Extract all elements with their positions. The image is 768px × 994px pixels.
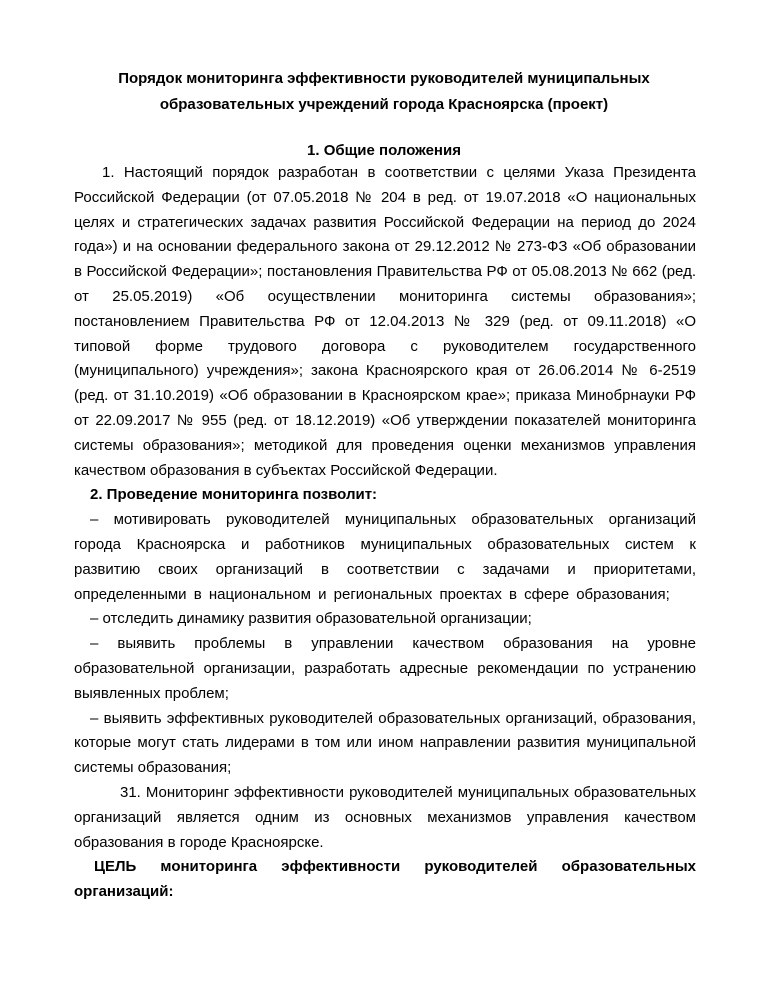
paragraph-1: 1. Настоящий порядок разработан в соответствии с целями Указа Президента Российской Федерации (от 07.05.2018 № 204 в ред. от 19.07.2018 «О национальных целях и стратегических задачах развития Российской Федерации на период до 2024 года») и на основании федерального закона от 29.12.2012 № 273-ФЗ «Об образовании в Российской Федерации»; постановления Правительства РФ от 05.08.2013 № 662 (ред. от 25.05.2019) «Об осуществлении мониторинга системы образования»; постановлением Правительства РФ от 12.04.2013 № 329 (ред. от 09.11.2018) «О типовой форме трудового договора с руководителем государственного (муниципального) учреждения»; закона Красноярского края от 26.06.2014 № 6-2519 (ред. от 31.10.2019) «Об образовании в Красноярском крае»; приказа Минобрнауки РФ от 22.09.2017 № 955 (ред. от 18.12.2019) «Об утверждении показателей мониторинга системы образования»; методикой для проведения оценки механизмов управления качеством образования в субъектах Российской Федерации. <box>74 164 696 479</box>
document-title <box>60 66 708 118</box>
list-item-track: – отследить динамику развития образовательной организации; <box>90 610 532 628</box>
list-item-identify-leaders: – выявить эффективных руководителей образовательных организаций, образования, которые могут стать лидерами в том или ином направлении развития муниципальной системы образования; <box>74 709 696 777</box>
list-item-identify-problems: – выявить проблемы в управлении качеством образования на уровне образовательной организации, разработать адресные рекомендации по устранению выявленных проблем; <box>74 635 696 702</box>
list-item-motivate: – мотивировать руководителей муниципальных образовательных организаций города Красноярска и работников муниципальных образовательных систем к развитию своих организаций в соответствии с задачами и приоритетами, определенными в национальном и региональных проектах в сфере образования; <box>74 511 696 603</box>
title-line-2: образовательных учреждений города Красноярска (проект) <box>159 96 609 113</box>
section-heading-general: 1. Общие положения <box>307 142 461 159</box>
paragraph-3: 31. Мониторинг эффективности руководителей муниципальных образовательных организаций является одним из основных механизмов управления качеством образования в городе Красноярске. <box>74 783 696 851</box>
paragraph-2-heading: 2. Проведение мониторинга позволит: <box>90 486 378 504</box>
document-body <box>74 161 696 905</box>
goal-heading: ЦЕЛЬ мониторинга эффективности руководителей образовательных организаций: <box>74 858 696 901</box>
title-line-1: Порядок мониторинга эффективности руководителей муниципальных <box>118 70 650 87</box>
